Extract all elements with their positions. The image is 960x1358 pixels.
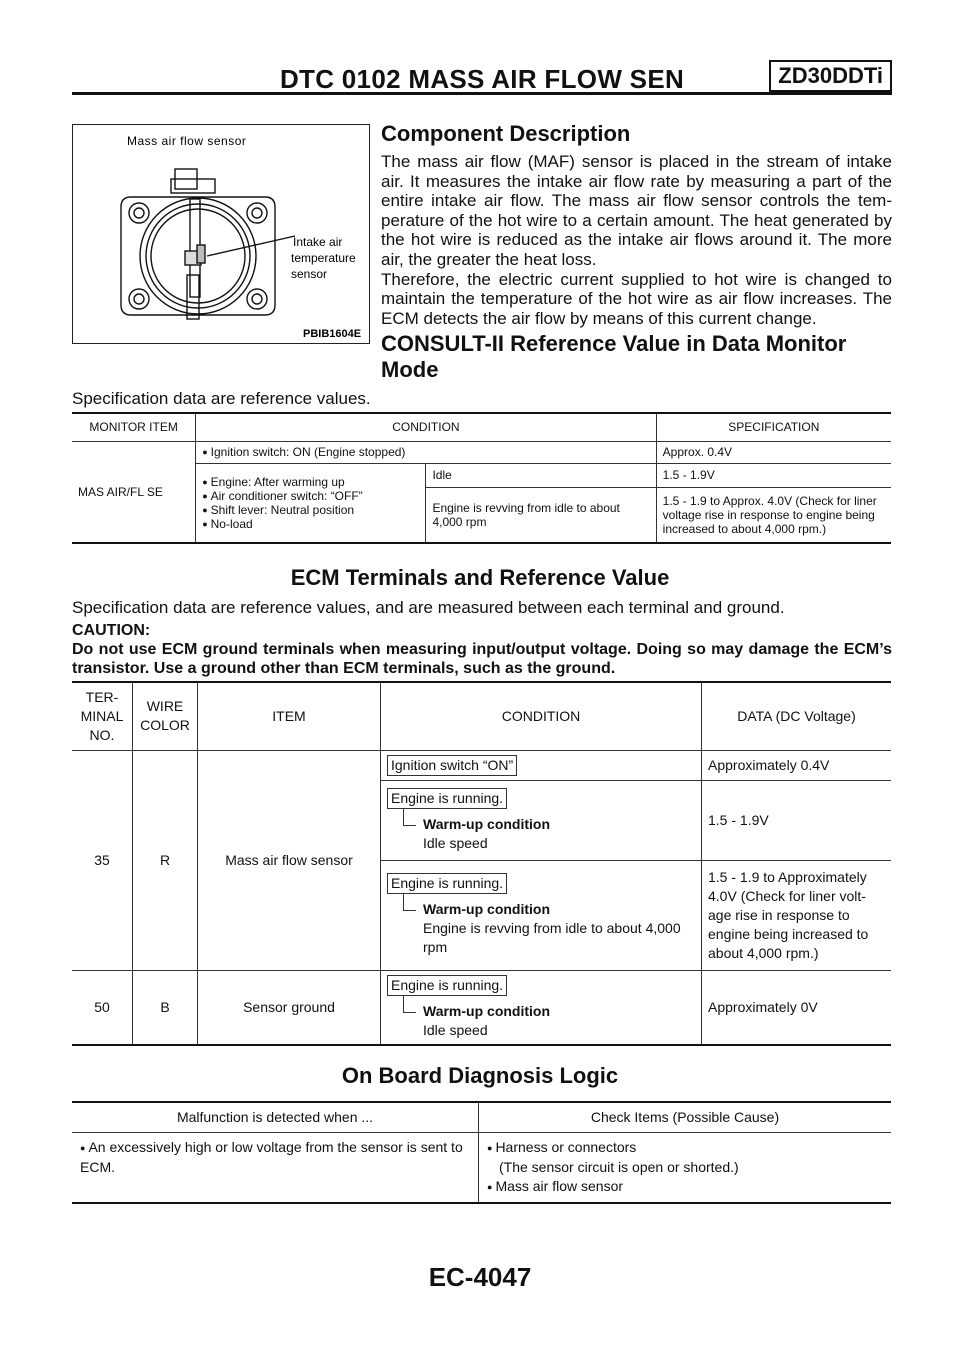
ecm-terminal-table — [72, 681, 891, 1046]
ecm-heading: ECM Terminals and Reference Value — [290, 565, 670, 590]
condition-ignition — [196, 441, 656, 463]
terminal-50: 50 — [72, 970, 133, 1045]
component-paragraph-1: The mass air flow (MAF) sensor is placed in the stream of intake air. It measures the intake air flow rate by measuring a part of the entire intake air flow. The mass air flow sensor controls the tem-perature of the hot wire to a certain amount. The heat generated by the hot wire is reduced as the intake air flows around it. The more air, the greater the heat loss. — [381, 152, 892, 269]
data-35-3: 1.5 - 1.9 to Approximately 4.0V (Check for liner volt-age rise in response to engine being increased to about 4,000 rpm.) — [702, 860, 892, 970]
ecm-note: Specification data are reference values, and are measured between each terminal and ground. — [72, 598, 785, 617]
condition-warmed-up — [196, 463, 426, 543]
spec-revving: 1.5 - 1.9 to Approx. 4.0V (Check for liner voltage rise in response to engine being increased to about 4,000 rpm.) — [656, 487, 891, 543]
cond-35-3-sub-bold: Warm-up condition — [387, 900, 695, 919]
data-35-2: 1.5 - 1.9V — [702, 780, 892, 860]
item-35: Mass air flow sensor — [198, 750, 381, 970]
cond-35-3 — [381, 860, 702, 970]
page-header-title: DTC 0102 MASS AIR FLOW SEN — [279, 64, 685, 94]
figure-label-line1: Intake air — [293, 235, 343, 249]
condition-shift: ● Shift lever: Neutral position — [202, 503, 419, 517]
col-specification: SPECIFICATION — [656, 413, 891, 441]
cond-35-2-sub-bold: Warm-up condition — [387, 815, 695, 834]
consult-note: Specification data are reference values. — [72, 389, 371, 408]
maf-sensor-drawing — [73, 125, 369, 343]
cond-50-sub-bold: Warm-up condition — [387, 1002, 695, 1021]
condition-ignition-text: ● Ignition switch: ON (Engine stopped) — [202, 445, 649, 459]
component-description-heading: Component Description — [381, 121, 631, 146]
consult-heading-line1: CONSULT-II Reference Value in Data Monitor — [381, 331, 847, 356]
spec-ignition: Approx. 0.4V — [656, 441, 891, 463]
condition-warmup: ● Engine: After warming up — [202, 475, 419, 489]
cond-35-3-sub: Engine is revving from idle to about 4,000 rpm — [423, 920, 681, 955]
col-terminal: TER-MINAL NO. — [72, 682, 133, 750]
page-number: EC-4047 — [428, 1262, 532, 1292]
ecm-caution-title: CAUTION: — [72, 622, 151, 639]
col-wire: WIRE COLOR — [133, 682, 198, 750]
table-row — [72, 970, 891, 1045]
check-item-harness: ● Harness or connectors — [487, 1138, 883, 1158]
condition-aircon: ● Air conditioner switch: “OFF” — [202, 489, 419, 503]
col-ecm-condition: CONDITION — [381, 682, 702, 750]
figure-title: Mass air flow sensor — [127, 134, 247, 148]
check-item-sensor: ● Mass air flow sensor — [487, 1177, 883, 1197]
component-description-text — [381, 152, 892, 328]
component-paragraph-2: Therefore, the electric current supplied to hot wire is changed to maintain the temperature of the hot wire as air flow increases. The ECM detects the air flow by means of this current change. — [381, 269, 892, 328]
cond-50-text: Engine is running. — [387, 975, 507, 996]
col-malfunction: Malfunction is detected when ... — [72, 1102, 479, 1133]
col-check-items: Check Items (Possible Cause) — [479, 1102, 892, 1133]
ecm-caution-text: Do not use ECM ground terminals when measuring input/output voltage. Doing so may damage the ECM’s transistor. Use a ground other than ECM terminals, such as the ground. — [72, 641, 892, 677]
cond-35-2-sub: Idle speed — [423, 834, 488, 851]
figure-label-line2: temperature — [291, 251, 356, 265]
col-item: ITEM — [198, 682, 381, 750]
figure-code: PBIB1604E — [303, 328, 362, 340]
engine-model-badge: ZD30DDTi — [769, 60, 892, 92]
condition-idle: Idle — [426, 463, 656, 487]
cond-50 — [381, 970, 702, 1045]
cond-35-3-text: Engine is running. — [387, 873, 507, 894]
check-items-cell — [479, 1133, 892, 1204]
col-monitor-item: MONITOR ITEM — [72, 413, 196, 441]
malfunction-text: ● An excessively high or low voltage from the sensor is sent to ECM. — [80, 1138, 470, 1177]
spec-idle: 1.5 - 1.9V — [656, 463, 891, 487]
col-condition: CONDITION — [196, 413, 656, 441]
cond-35-2 — [381, 780, 702, 860]
condition-noload: ● No-load — [202, 517, 419, 531]
data-50: Approximately 0V — [702, 970, 892, 1045]
wire-35: R — [133, 750, 198, 970]
table-row — [72, 750, 891, 780]
data-35-1: Approximately 0.4V — [702, 750, 892, 780]
col-data: DATA (DC Voltage) — [702, 682, 892, 750]
cond-35-2-text: Engine is running. — [387, 788, 507, 809]
obd-heading: On Board Diagnosis Logic — [341, 1063, 619, 1088]
page-header — [72, 60, 892, 95]
item-50: Sensor ground — [198, 970, 381, 1045]
maf-sensor-figure — [72, 124, 370, 344]
consult-heading-line2: Mode — [381, 357, 439, 382]
consult-reference-table — [72, 412, 891, 544]
cond-35-1-text: Ignition switch “ON” — [387, 755, 517, 776]
terminal-35: 35 — [72, 750, 133, 970]
monitor-item-name: MAS AIR/FL SE — [72, 441, 196, 543]
figure-label-line3: sensor — [291, 267, 328, 281]
ecm-caution — [72, 621, 892, 678]
wire-50: B — [133, 970, 198, 1045]
consult-heading — [381, 331, 846, 383]
check-item-harness-sub: (The sensor circuit is open or shorted.) — [499, 1159, 739, 1175]
cond-50-sub: Idle speed — [423, 1021, 488, 1038]
malfunction-cell — [72, 1133, 479, 1204]
obd-logic-table — [72, 1101, 891, 1204]
cond-35-1 — [381, 750, 702, 780]
condition-revving: Engine is revving from idle to about 4,000 rpm — [426, 487, 656, 543]
